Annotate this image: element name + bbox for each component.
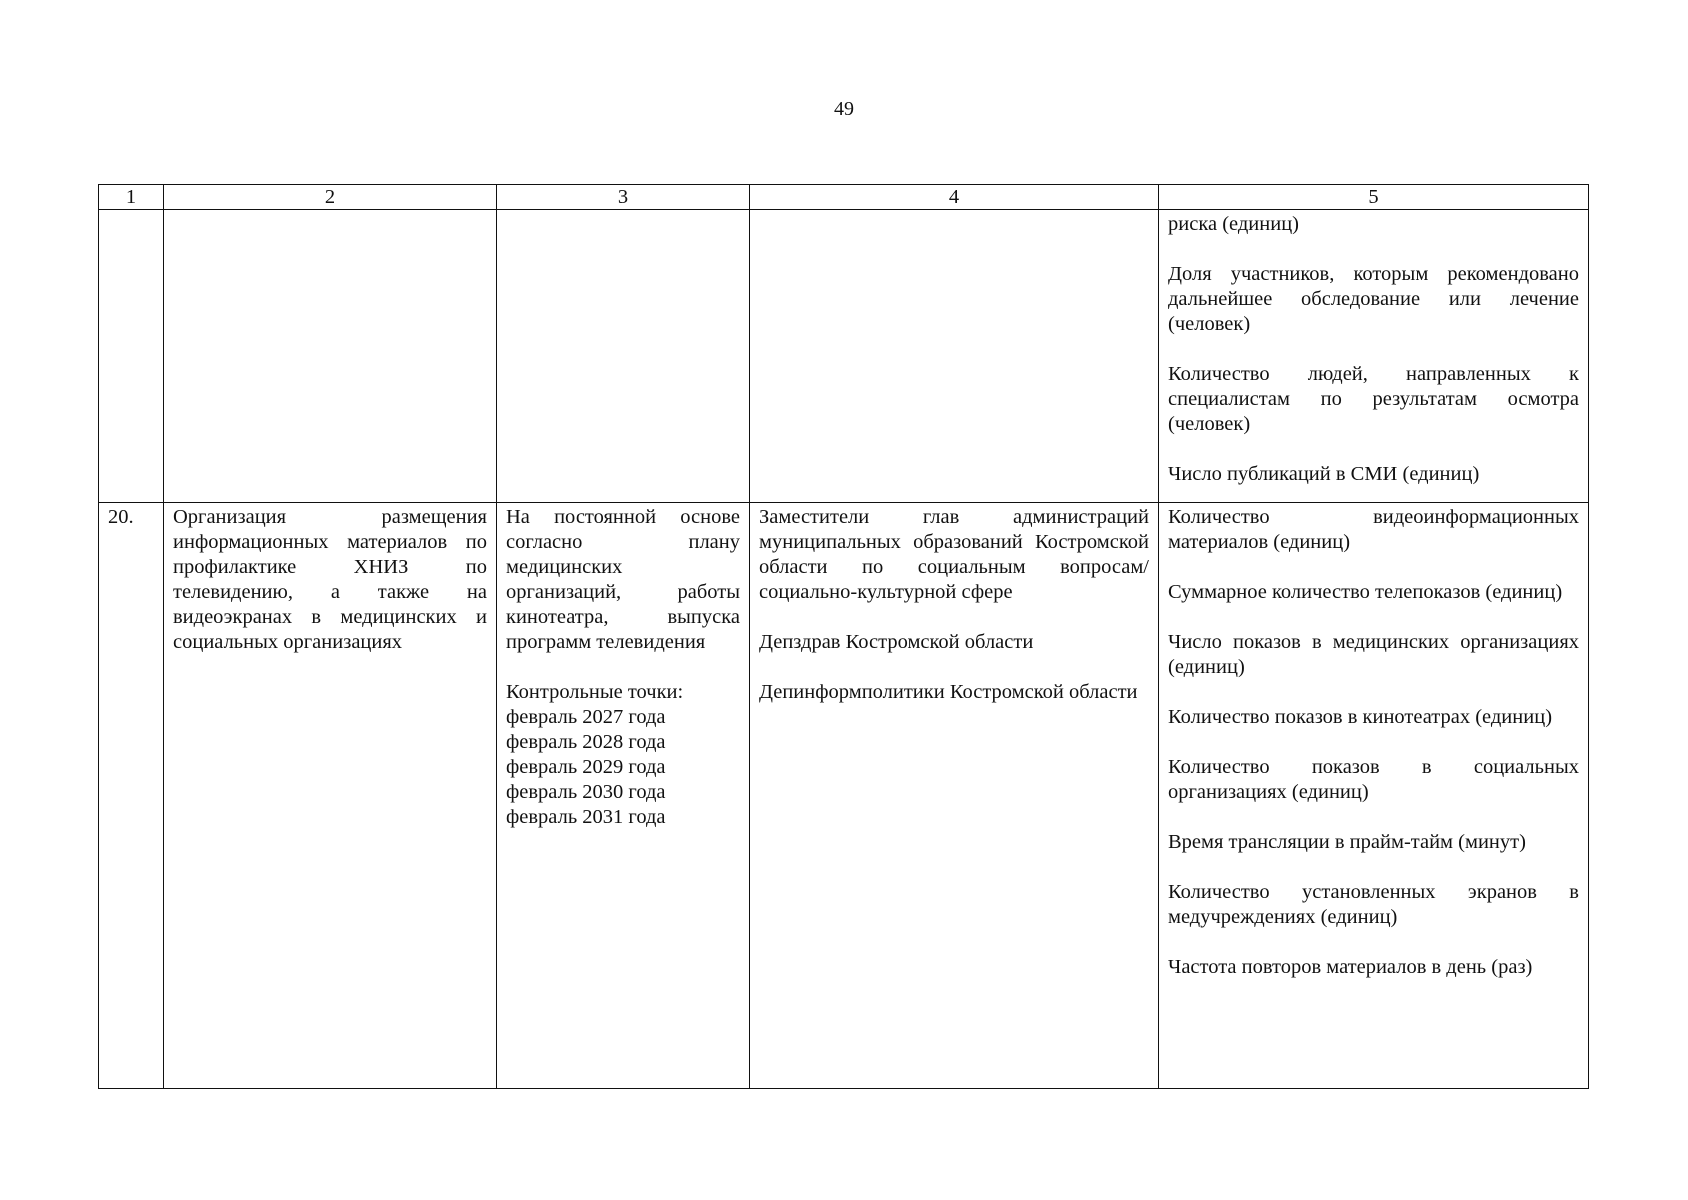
continued-row-responsible [750,210,1159,503]
indicators-cell [1159,503,1589,1089]
responsible-cell [750,503,1159,1089]
header-col-4: 4 [750,185,1159,210]
header-col-1: 1 [99,185,164,210]
indicator-text: Количество видеоинформационных материалов (единиц) [1168,506,1579,553]
checkpoint-date: февраль 2030 года [506,781,666,803]
checkpoint-date: февраль 2027 года [506,706,666,728]
continued-row [99,210,1589,503]
measures-table [98,184,1589,1089]
header-col-3: 3 [497,185,750,210]
indicator-text: Частота повторов материалов в день (раз) [1168,956,1533,978]
row-20 [99,503,1589,1089]
timing-cell [497,503,750,1089]
indicator-text: Количество показов в социальных организациях (единиц) [1168,756,1579,803]
header-row [99,185,1589,210]
responsible-text: Заместители глав администраций муниципальных образований Костромской области по социальным вопросам/ социально-культурной сфере [759,506,1149,603]
checkpoint-date: февраль 2029 года [506,756,666,778]
indicator-text: Суммарное количество телепоказов (единиц) [1168,581,1563,603]
indicator-text: Количество показов в кинотеатрах (единиц) [1168,706,1553,728]
timing-text: На постоянной основе согласно плану медицинских организаций, работы кинотеатра, выпуска программ телевидения [506,506,740,653]
row-number: 20. [99,503,164,1089]
header-col-5: 5 [1159,185,1589,210]
indicator-text: Количество установленных экранов в медучреждениях (единиц) [1168,881,1579,928]
continued-row-number [99,210,164,503]
indicator-text: Число показов в медицинских организациях (единиц) [1168,631,1579,678]
indicator-text: Число публикаций в СМИ (единиц) [1168,463,1480,485]
continued-row-indicators [1159,210,1589,503]
activity-cell: Организация размещения информационных материалов по профилактике ХНИЗ по телевидению, а также на видеоэкранах в медицинских и социальных организациях [164,503,497,1089]
indicator-text: Количество людей, направленных к специалистам по результатам осмотра (человек) [1168,363,1579,435]
indicator-text: риска (единиц) [1168,213,1299,235]
continued-row-timing [497,210,750,503]
checkpoint-date: февраль 2028 года [506,731,666,753]
indicator-text: Время трансляции в прайм-тайм (минут) [1168,831,1526,853]
responsible-text: Депздрав Костромской области [759,631,1034,653]
continued-row-activity [164,210,497,503]
indicator-text: Доля участников, которым рекомендовано дальнейшее обследование или лечение (человек) [1168,263,1579,335]
checkpoint-date: февраль 2031 года [506,806,666,828]
responsible-text: Депинформполитики Костромской области [759,681,1138,703]
header-col-2: 2 [164,185,497,210]
checkpoints-label: Контрольные точки: [506,681,684,703]
page-number: 49 [834,98,854,120]
